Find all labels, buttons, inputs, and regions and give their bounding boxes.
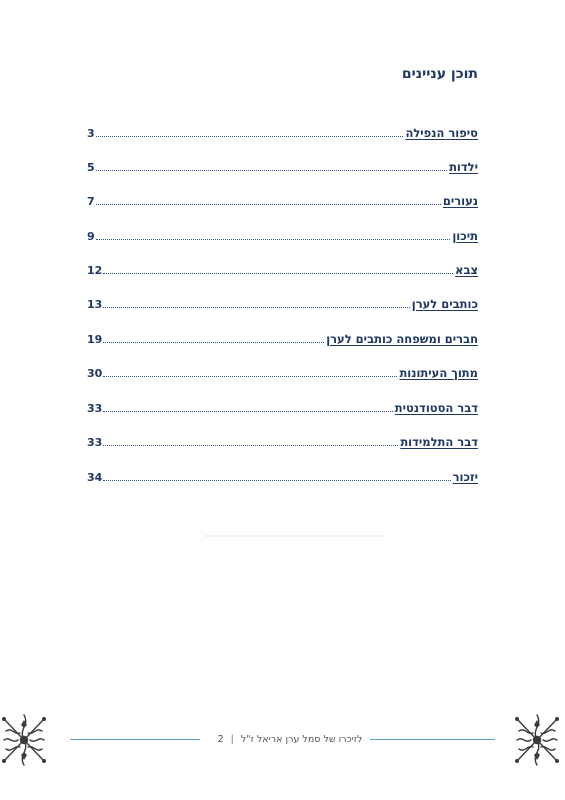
toc-dot-leader: [103, 272, 453, 274]
toc-dot-leader: [103, 375, 397, 377]
toc-entry[interactable]: [87, 395, 478, 415]
toc-entry-label[interactable]: דבר הסטודנטית: [394, 401, 478, 415]
toc-entry[interactable]: [87, 120, 478, 140]
faint-divider: [205, 535, 385, 537]
toc-entry-label[interactable]: נעורים: [442, 194, 478, 208]
toc-page-number: 13: [87, 298, 103, 311]
toc-page-number: 19: [87, 333, 103, 346]
toc-entry-label[interactable]: ילדות: [449, 160, 478, 174]
toc-title: תוכן עניינים: [401, 66, 478, 82]
toc-entry-label[interactable]: יזכור: [452, 470, 478, 484]
toc-entry-label[interactable]: כותבים לערן: [411, 297, 478, 311]
toc-entry-label[interactable]: חברים ומשפחה כותבים לערן: [326, 332, 478, 346]
toc-dot-leader: [96, 169, 447, 171]
footer-rule-left: [70, 739, 200, 740]
toc-entry[interactable]: [87, 154, 478, 174]
toc-entry-label[interactable]: תיכון: [452, 229, 478, 243]
toc-page-number: 3: [87, 127, 95, 140]
toc-entry[interactable]: [87, 326, 478, 346]
toc-page-number: 34: [87, 471, 103, 484]
toc-entry[interactable]: [87, 464, 478, 484]
page-footer: [215, 731, 365, 747]
flourish-ornament-left-icon: [0, 711, 48, 769]
toc-page-number: 12: [87, 264, 103, 277]
toc-entry-label[interactable]: דבר התלמידות: [400, 435, 478, 449]
footer-rule-right: [370, 739, 495, 740]
toc-page-number: 33: [87, 436, 103, 449]
toc-entry[interactable]: [87, 257, 478, 277]
toc-page-number: 9: [87, 230, 95, 243]
toc-entry-label[interactable]: צבא: [455, 263, 478, 277]
toc-entry[interactable]: [87, 291, 478, 311]
toc-dot-leader: [103, 444, 398, 446]
toc-dot-leader: [96, 135, 404, 137]
flourish-ornament-right-icon: [513, 711, 561, 769]
toc-page-number: 5: [87, 161, 95, 174]
footer-title: לזיכרו של סמל ערן אריאל ז"ל: [240, 733, 363, 745]
footer-separator: |: [230, 733, 234, 745]
toc-dot-leader: [103, 479, 450, 481]
toc-dot-leader: [103, 341, 324, 343]
toc-dot-leader: [103, 306, 409, 308]
toc-dot-leader: [103, 410, 392, 412]
toc-page-number: 33: [87, 402, 103, 415]
toc-entry[interactable]: [87, 360, 478, 380]
toc-dot-leader: [96, 203, 441, 205]
toc-entry-label[interactable]: מתוך העיתונות: [399, 366, 478, 380]
toc-entry[interactable]: [87, 188, 478, 208]
toc-page-number: 7: [87, 195, 95, 208]
toc-entry-label[interactable]: סיפור הנפילה: [405, 126, 478, 140]
toc-entry[interactable]: [87, 223, 478, 243]
footer-page-number: 2: [217, 733, 224, 745]
toc-entry[interactable]: [87, 429, 478, 449]
toc-page-number: 30: [87, 367, 103, 380]
toc-dot-leader: [96, 238, 451, 240]
